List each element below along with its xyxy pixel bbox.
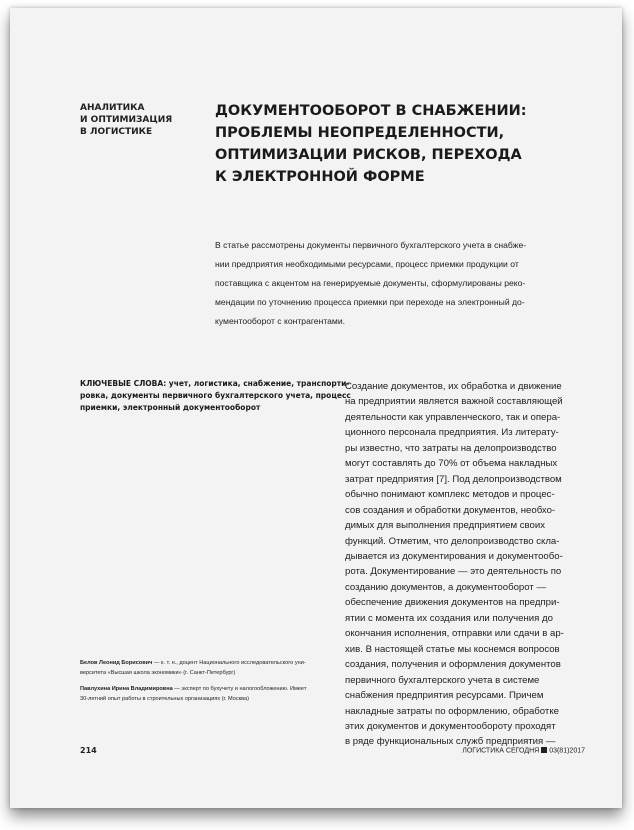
abstract-line: нии предприятия необходимыми ресурсами, процесс приемки продукции от bbox=[215, 259, 519, 269]
section-heading bbox=[80, 102, 200, 138]
author-name: Павлухина Ирина Владимировна bbox=[80, 686, 173, 692]
abstract-line: кументооборот с контрагентами. bbox=[215, 316, 346, 326]
body-line: этих документов и документообороту проходят bbox=[345, 720, 556, 732]
body-line: снабжения предприятия ресурсами. Причем bbox=[345, 690, 544, 702]
title-line: ДОКУМЕНТООБОРОТ В СНАБЖЕНИИ: bbox=[215, 103, 527, 119]
body-line: дывается из документирования и документообо- bbox=[345, 550, 563, 562]
body-line: деятельности как управленческого, так и опера- bbox=[345, 411, 561, 423]
author-line bbox=[80, 658, 330, 668]
author-note bbox=[80, 658, 330, 678]
abstract-line: мендации по уточнению процесса приемки при переходе на электронный до- bbox=[215, 297, 525, 307]
body-line: могут составлять до 70% от объема накладных bbox=[345, 458, 558, 470]
body-line: Создание документов, их обработка и движение bbox=[345, 381, 562, 392]
body-line: на предприятии является важной составляющей bbox=[345, 396, 563, 408]
author-line bbox=[80, 684, 330, 694]
body-line: сов создания и обработки документов, необхо- bbox=[345, 504, 556, 516]
body-line: созданию документов, а документооборот — bbox=[345, 581, 547, 593]
author-note bbox=[80, 684, 330, 704]
author-bio: 30-летний опыт работы в строительных организациях (г. Москва) bbox=[80, 696, 249, 702]
body-line: первичного бухгалтерского учета в системе bbox=[345, 674, 540, 686]
abstract-line: поставщика с акцентом на генерируемые документы, сформулированы реко- bbox=[215, 278, 526, 288]
body-line: функций. Отметим, что делопроизводство скла- bbox=[345, 535, 560, 547]
body-line: рота. Документирование — это деятельность по bbox=[345, 566, 562, 578]
keywords-line: ровка, документы первичного бухгалтерского учета, процесс bbox=[80, 391, 351, 400]
abstract bbox=[215, 236, 593, 331]
title-line: К ЭЛЕКТРОННОЙ ФОРМЕ bbox=[215, 169, 425, 185]
keywords-line: КЛЮЧЕВЫЕ СЛОВА: учет, логистика, снабжение, транспорти- bbox=[80, 379, 350, 388]
body-line: димых для выполнения предприятием своих bbox=[345, 520, 545, 532]
article-title bbox=[215, 100, 555, 188]
keywords-line: приемки, электронный документооборот bbox=[80, 403, 261, 412]
body-line: обычно понимают комплекс методов и процес- bbox=[345, 489, 555, 501]
journal-issue: 03(81)2017 bbox=[549, 747, 585, 755]
title-line: ПРОБЛЕМЫ НЕОПРЕДЕЛЕННОСТИ, bbox=[215, 125, 505, 141]
body-line: создания, получения и оформления документов bbox=[345, 659, 561, 671]
title-line: ОПТИМИЗАЦИИ РИСКОВ, ПЕРЕХОДА bbox=[215, 147, 522, 163]
body-line: обеспечение движения документов на предпри- bbox=[345, 597, 560, 609]
author-name: Белов Леонид Борисович bbox=[80, 660, 153, 666]
body-line: накладные затраты по оформлению, обработке bbox=[345, 705, 559, 717]
author-bio: верситета «Высшая школа экономики» (г. Санкт-Петербург) bbox=[80, 670, 236, 676]
journal-footer bbox=[462, 747, 585, 755]
author-bio: — эксперт по бухучету и налогообложению. Имеет bbox=[172, 686, 307, 692]
document-page bbox=[10, 8, 622, 808]
body-line: ятии с момента их создания или получения до bbox=[345, 612, 553, 624]
keywords bbox=[80, 378, 351, 414]
abstract-line: В статье рассмотрены документы первичного бухгалтерского учета в снабже- bbox=[215, 240, 527, 250]
body-line: хив. В настоящей статье мы коснемся вопросов bbox=[345, 643, 560, 655]
page-number: 214 bbox=[80, 746, 97, 755]
body-text bbox=[345, 379, 595, 750]
square-bullet-icon bbox=[541, 747, 547, 753]
section-line: И ОПТИМИЗАЦИЯ bbox=[80, 115, 173, 125]
body-line: окончания исполнения, отправки или сдачи в ар- bbox=[345, 628, 564, 640]
author-notes bbox=[80, 658, 330, 710]
journal-name: ЛОГИСТИКА СЕГОДНЯ bbox=[462, 747, 540, 755]
author-bio: — к. т. н., доцент Национального исследовательского уни- bbox=[152, 660, 306, 666]
section-line: АНАЛИТИКА bbox=[80, 103, 145, 113]
body-line: в ряде функциональных служб предприятия — bbox=[345, 736, 556, 748]
section-line: В ЛОГИСТИКЕ bbox=[80, 127, 153, 137]
body-line: ционного персонала предприятия. Из литерату- bbox=[345, 427, 559, 439]
body-line: затрат предприятия [7]. Под делопроизводством bbox=[345, 473, 562, 485]
body-line: ры известно, что затраты на делопроизводство bbox=[345, 442, 557, 454]
